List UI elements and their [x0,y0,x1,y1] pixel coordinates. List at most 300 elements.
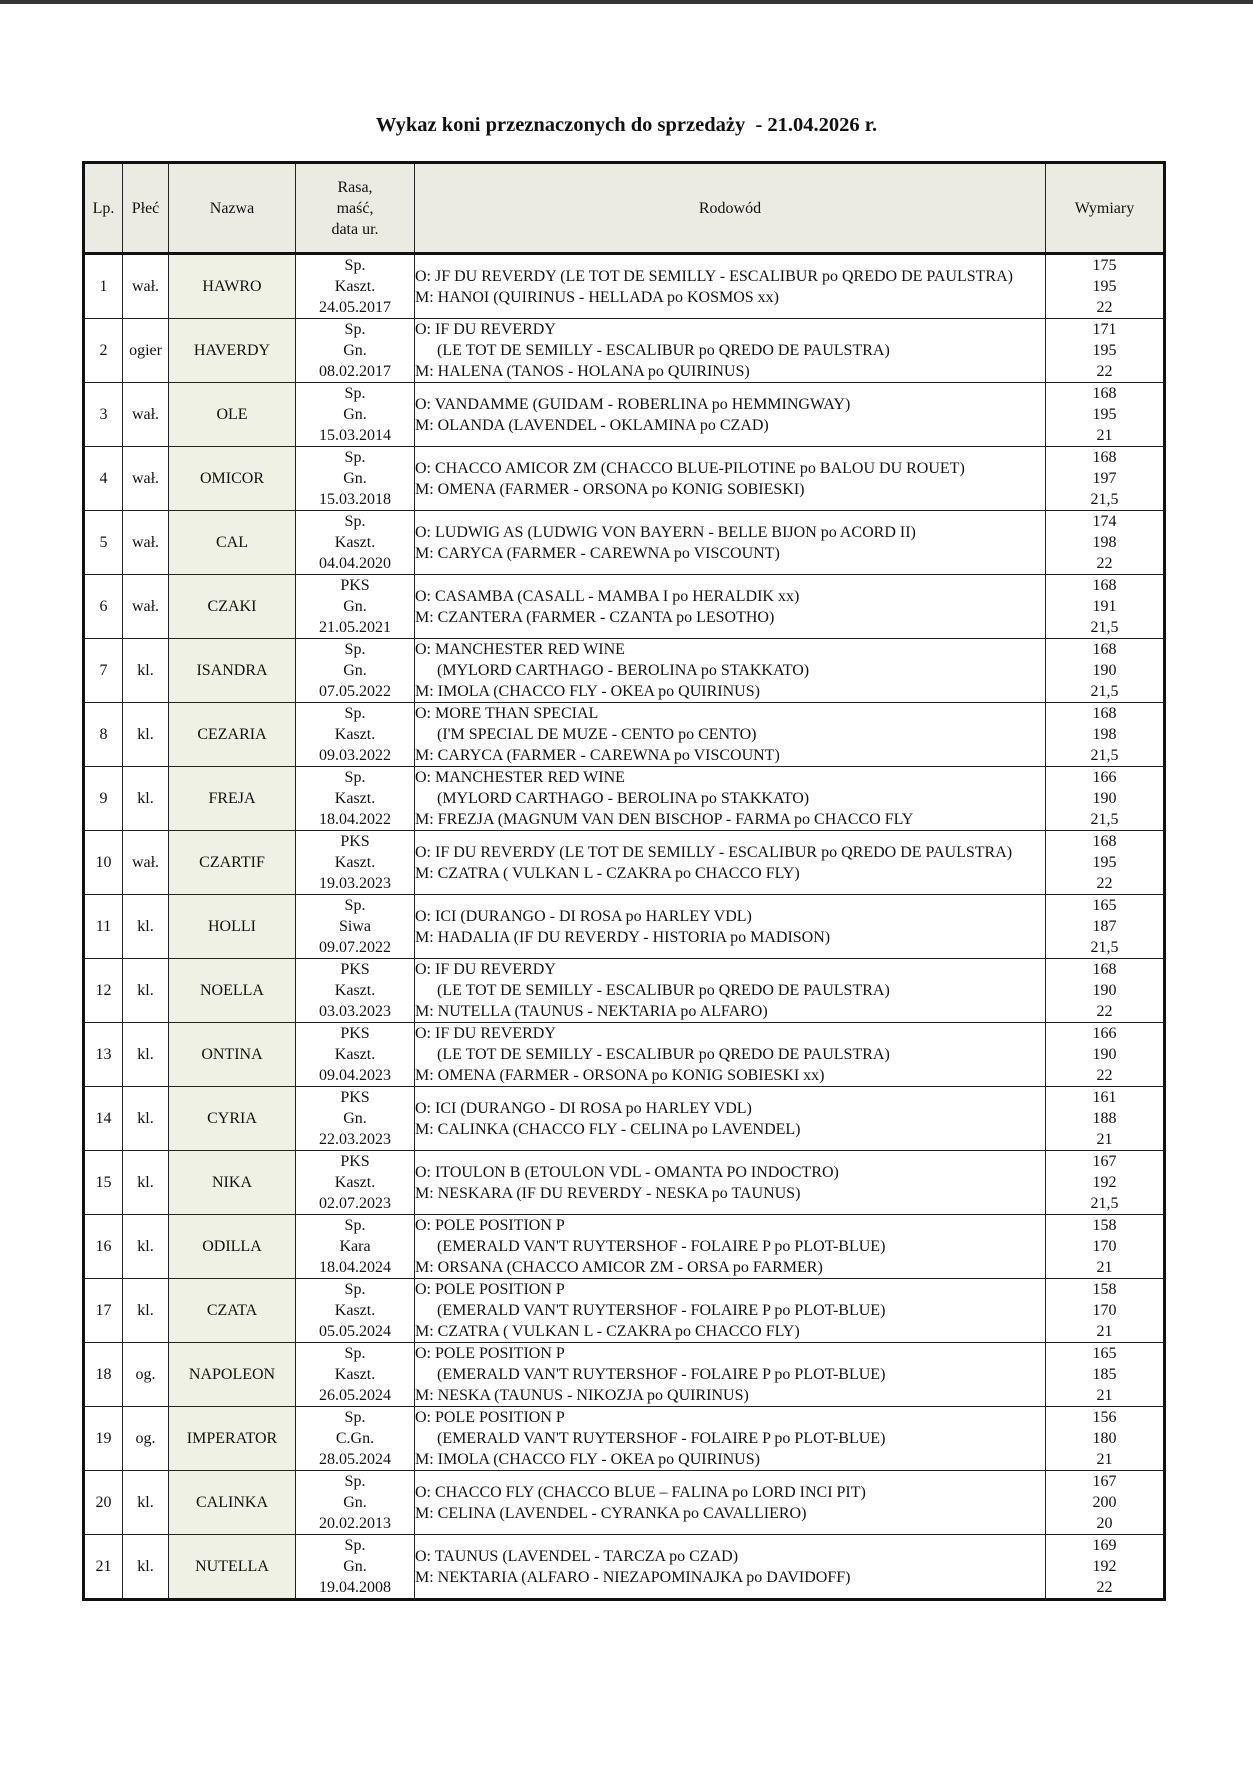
pedigree-sire-parents-line: (EMERALD VAN'T RUYTERSHOF - FOLAIRE P po PLOT-BLUE) [437,1238,886,1255]
pedigree-line: O: ICI (DURANGO - DI ROSA po HARLEY VDL) [415,907,752,925]
cannon-value: 22 [1096,1003,1113,1020]
cell-lp: 21 [84,1535,123,1600]
header-dimensions: Wymiary [1046,163,1165,254]
cell-pedigree [415,1279,1046,1343]
cell-breed-color-birthdate [296,575,415,639]
pedigree-sire-parents-line: (EMERALD VAN'T RUYTERSHOF - FOLAIRE P po PLOT-BLUE) [437,1302,886,1319]
table-row [84,447,1165,511]
breed-line: PKS [340,833,370,850]
cell-breed-color-birthdate [296,1471,415,1535]
table-row [84,831,1165,895]
breed-line: Sp. [344,1473,366,1490]
table-row [84,959,1165,1023]
cell-horse-name: ISANDRA [169,639,296,703]
cell-pedigree [415,703,1046,767]
cell-horse-name: CZATA [169,1279,296,1343]
pedigree-line: M: NUTELLA (TAUNUS - NEKTARIA po ALFARO) [415,1003,768,1020]
cell-lp: 9 [84,767,123,831]
cell-horse-name: FREJA [169,767,296,831]
pedigree-line: O: LUDWIG AS (LUDWIG VON BAYERN - BELLE BIJON po ACORD II) [415,523,916,541]
height-value: 168 [1092,577,1117,594]
cell-pedigree [415,831,1046,895]
color-line: Siwa [339,918,371,935]
header-sex: Płeć [123,163,169,254]
color-line: Kaszt. [334,854,376,871]
pedigree-line: M: CZANTERA (FARMER - CZANTA po LESOTHO) [415,608,775,626]
table-row [84,1471,1165,1535]
pedigree-line: M: CZATRA ( VULKAN L - CZAKRA po CHACCO FLY) [415,864,800,882]
cell-breed-color-birthdate [296,959,415,1023]
pedigree-line: O: POLE POSITION P [415,1281,565,1298]
cell-breed-color-birthdate [296,1407,415,1471]
girth-value: 197 [1092,470,1117,487]
cell-pedigree [415,1087,1046,1151]
pedigree-line: M: HALENA (TANOS - HOLANA po QUIRINUS) [415,363,750,380]
color-line: Gn. [343,470,367,487]
breed-line: Sp. [344,769,366,786]
height-value: 166 [1092,1025,1117,1042]
pedigree-sire-parents-line: (MYLORD CARTHAGO - BEROLINA po STAKKATO) [437,790,810,807]
cell-horse-name: ODILLA [169,1215,296,1279]
girth-value: 190 [1092,1046,1117,1063]
cell-dimensions [1046,831,1165,895]
girth-value: 192 [1092,1174,1117,1191]
pedigree-line: M: ORSANA (CHACCO AMICOR ZM - ORSA po FARMER) [415,1259,823,1276]
breed-line: PKS [340,961,370,978]
height-value: 175 [1092,257,1117,274]
cell-lp: 12 [84,959,123,1023]
girth-value: 170 [1092,1238,1117,1255]
pedigree-line: M: CARYCA (FARMER - CAREWNA po VISCOUNT) [415,544,780,562]
height-value: 169 [1092,1537,1117,1554]
height-value: 166 [1092,769,1117,786]
pedigree-line: O: TAUNUS (LAVENDEL - TARCZA po CZAD) [415,1547,739,1565]
girth-value: 192 [1092,1558,1117,1575]
cell-dimensions [1046,1407,1165,1471]
color-line: Gn. [343,1494,367,1511]
cell-sex: kl. [123,895,169,959]
girth-value: 170 [1092,1302,1117,1319]
table-row [84,1023,1165,1087]
breed-line: Sp. [344,897,366,914]
color-line: Kaszt. [334,1174,376,1191]
cell-pedigree [415,254,1046,319]
birthdate-line: 19.03.2023 [319,875,391,892]
height-value: 174 [1092,513,1117,530]
cell-horse-name: NUTELLA [169,1535,296,1600]
birthdate-line: 09.04.2023 [319,1067,391,1084]
pedigree-line: O: VANDAMME (GUIDAM - ROBERLINA po HEMMINGWAY) [415,395,851,413]
color-line: Kaszt. [334,1366,376,1383]
pedigree-line: O: MORE THAN SPECIAL [415,705,599,722]
height-value: 158 [1092,1217,1117,1234]
cannon-value: 22 [1096,875,1113,892]
cannon-value: 22 [1096,1067,1113,1084]
color-line: Kaszt. [334,278,376,295]
height-value: 167 [1092,1473,1117,1490]
cell-lp: 16 [84,1215,123,1279]
birthdate-line: 24.05.2017 [319,299,391,316]
cell-breed-color-birthdate [296,831,415,895]
birthdate-line: 05.05.2024 [319,1323,391,1340]
breed-line: PKS [340,1025,370,1042]
cell-pedigree [415,959,1046,1023]
color-line: C.Gn. [335,1430,375,1447]
cell-sex: kl. [123,959,169,1023]
pedigree-line: M: IMOLA (CHACCO FLY - OKEA po QUIRINUS) [415,1451,760,1468]
color-line: Kaszt. [334,1302,376,1319]
cell-pedigree [415,447,1046,511]
girth-value: 195 [1092,854,1117,871]
height-value: 168 [1092,833,1117,850]
pedigree-line: M: OLANDA (LAVENDEL - OKLAMINA po CZAD) [415,416,769,434]
color-line: Kaszt. [334,982,376,999]
cell-sex: kl. [123,703,169,767]
cell-sex: kl. [123,1215,169,1279]
cell-sex: kl. [123,1087,169,1151]
breed-line: Sp. [344,1537,366,1554]
pedigree-line: M: OMENA (FARMER - ORSONA po KONIG SOBIESKI xx) [415,1067,825,1084]
height-value: 168 [1092,449,1117,466]
cell-sex: wał. [123,831,169,895]
cell-pedigree [415,1343,1046,1407]
cell-sex: wał. [123,575,169,639]
cell-sex: kl. [123,767,169,831]
horses-for-sale-table [82,161,1166,1601]
height-value: 161 [1092,1089,1117,1106]
cannon-value: 22 [1096,363,1113,380]
header-pedigree: Rodowód [415,163,1046,254]
height-value: 167 [1092,1153,1117,1170]
table-row [84,895,1165,959]
birthdate-line: 20.02.2013 [319,1515,391,1532]
cannon-value: 21,5 [1090,1195,1119,1212]
cell-breed-color-birthdate [296,1535,415,1600]
cell-dimensions [1046,1151,1165,1215]
header-breed-color-birthdate [296,163,415,254]
cell-horse-name: HAVERDY [169,319,296,383]
header-name: Nazwa [169,163,296,254]
birthdate-line: 03.03.2023 [319,1003,391,1020]
cell-pedigree [415,639,1046,703]
pedigree-sire-parents-line: (EMERALD VAN'T RUYTERSHOF - FOLAIRE P po PLOT-BLUE) [437,1430,886,1447]
pedigree-sire-parents-line: (LE TOT DE SEMILLY - ESCALIBUR po QREDO DE PAULSTRA) [437,1046,890,1063]
breed-line: PKS [340,1089,370,1106]
cell-lp: 2 [84,319,123,383]
cell-dimensions [1046,703,1165,767]
color-line: Gn. [343,342,367,359]
cannon-value: 21 [1096,1259,1113,1276]
pedigree-line: O: JF DU REVERDY (LE TOT DE SEMILLY - ESCALIBUR po QREDO DE PAULSTRA) [415,267,1013,285]
cell-breed-color-birthdate [296,639,415,703]
cell-lp: 19 [84,1407,123,1471]
cell-breed-color-birthdate [296,319,415,383]
cell-pedigree [415,575,1046,639]
table-row [84,1535,1165,1600]
cell-horse-name: OMICOR [169,447,296,511]
cell-breed-color-birthdate [296,767,415,831]
breed-line: Sp. [344,513,366,530]
color-line: Kaszt. [334,790,376,807]
color-line: Kaszt. [334,534,376,551]
cell-dimensions [1046,1279,1165,1343]
pedigree-line: M: NEKTARIA (ALFARO - NIEZAPOMINAJKA po DAVIDOFF) [415,1568,851,1586]
cell-dimensions [1046,1023,1165,1087]
table-row [84,575,1165,639]
height-value: 168 [1092,705,1117,722]
cell-horse-name: CEZARIA [169,703,296,767]
birthdate-line: 26.05.2024 [319,1387,391,1404]
girth-value: 188 [1092,1110,1117,1127]
cell-breed-color-birthdate [296,1215,415,1279]
cannon-value: 20 [1096,1515,1113,1532]
girth-value: 190 [1092,790,1117,807]
cell-horse-name: HAWRO [169,254,296,319]
cell-breed-color-birthdate [296,1279,415,1343]
cell-pedigree [415,1023,1046,1087]
cell-sex: kl. [123,639,169,703]
cell-breed-color-birthdate [296,511,415,575]
table-row [84,1087,1165,1151]
pedigree-line: M: CALINKA (CHACCO FLY - CELINA po LAVENDEL) [415,1120,801,1138]
cell-horse-name: CZARTIF [169,831,296,895]
height-value: 158 [1092,1281,1117,1298]
window-top-bar [0,0,1253,4]
girth-value: 200 [1092,1494,1117,1511]
table-body [84,254,1165,1600]
girth-value: 195 [1092,342,1117,359]
cell-sex: wał. [123,447,169,511]
pedigree-line: O: CHACCO AMICOR ZM (CHACCO BLUE-PILOTINE po BALOU DU ROUET) [415,459,965,477]
color-line: Kara [339,1238,371,1255]
pedigree-line: O: IF DU REVERDY [415,321,556,338]
color-line: Gn. [343,598,367,615]
pedigree-line: O: MANCHESTER RED WINE [415,769,625,786]
girth-value: 198 [1092,534,1117,551]
birthdate-line: 22.03.2023 [319,1131,391,1148]
table-row [84,639,1165,703]
cell-horse-name: CYRIA [169,1087,296,1151]
table-header-row [84,163,1165,254]
cell-sex: kl. [123,1023,169,1087]
pedigree-line: M: HANOI (QUIRINUS - HELLADA po KOSMOS xx) [415,288,779,306]
birthdate-line: 09.07.2022 [319,939,391,956]
document-title: Wykaz koni przeznaczonych do sprzedaży - 21.04.2026 r. [375,114,878,136]
breed-line: Sp. [344,1345,366,1362]
cell-dimensions [1046,959,1165,1023]
color-line: Gn. [343,1110,367,1127]
cell-horse-name: NAPOLEON [169,1343,296,1407]
cannon-value: 21 [1096,1451,1113,1468]
cell-lp: 11 [84,895,123,959]
cell-pedigree [415,895,1046,959]
table-row [84,767,1165,831]
girth-value: 195 [1092,406,1117,423]
table-row [84,511,1165,575]
cell-lp: 7 [84,639,123,703]
pedigree-line: O: ICI (DURANGO - DI ROSA po HARLEY VDL) [415,1099,752,1117]
header-color-line: maść, [336,199,374,217]
girth-value: 185 [1092,1366,1117,1383]
cell-dimensions [1046,511,1165,575]
cannon-value: 21,5 [1090,811,1119,828]
pedigree-line: O: CHACCO FLY (CHACCO BLUE – FALINA po LORD INCI PIT) [415,1483,866,1501]
cell-sex: wał. [123,511,169,575]
cell-lp: 14 [84,1087,123,1151]
height-value: 168 [1092,385,1117,402]
birthdate-line: 15.03.2014 [319,427,391,444]
breed-line: Sp. [344,1409,366,1426]
height-value: 168 [1092,961,1117,978]
breed-line: Sp. [344,1217,366,1234]
color-line: Gn. [343,406,367,423]
pedigree-line: O: POLE POSITION P [415,1345,565,1362]
cell-breed-color-birthdate [296,895,415,959]
pedigree-line: O: MANCHESTER RED WINE [415,641,625,658]
cell-pedigree [415,1151,1046,1215]
pedigree-line: M: HADALIA (IF DU REVERDY - HISTORIA po MADISON) [415,928,831,946]
pedigree-line: O: IF DU REVERDY [415,1025,556,1042]
girth-value: 191 [1092,598,1117,615]
pedigree-line: M: CZATRA ( VULKAN L - CZAKRA po CHACCO FLY) [415,1323,800,1340]
cell-dimensions [1046,254,1165,319]
birthdate-line: 15.03.2018 [319,491,391,508]
height-value: 171 [1092,321,1117,338]
table-row [84,1215,1165,1279]
cell-dimensions [1046,1215,1165,1279]
cell-lp: 13 [84,1023,123,1087]
cannon-value: 21 [1096,1131,1113,1148]
cell-lp: 17 [84,1279,123,1343]
cell-dimensions [1046,447,1165,511]
cell-dimensions [1046,895,1165,959]
birthdate-line: 09.03.2022 [319,747,391,764]
cannon-value: 21 [1096,1323,1113,1340]
cannon-value: 22 [1096,1579,1113,1596]
birthdate-line: 07.05.2022 [319,683,391,700]
pedigree-sire-parents-line: (LE TOT DE SEMILLY - ESCALIBUR po QREDO DE PAULSTRA) [437,342,890,359]
cell-horse-name: OLE [169,383,296,447]
breed-line: Sp. [344,449,366,466]
girth-value: 180 [1092,1430,1117,1447]
cannon-value: 21,5 [1090,683,1119,700]
cell-dimensions [1046,575,1165,639]
table-row [84,1151,1165,1215]
cell-lp: 18 [84,1343,123,1407]
cell-pedigree [415,1471,1046,1535]
cell-dimensions [1046,1087,1165,1151]
cell-breed-color-birthdate [296,1087,415,1151]
cell-horse-name: CAL [169,511,296,575]
cell-horse-name: HOLLI [169,895,296,959]
color-line: Kaszt. [334,726,376,743]
pedigree-line: O: IF DU REVERDY [415,961,556,978]
cell-lp: 5 [84,511,123,575]
breed-line: Sp. [344,385,366,402]
cell-sex: kl. [123,1279,169,1343]
girth-value: 195 [1092,278,1117,295]
table-row [84,1407,1165,1471]
pedigree-line: M: FREZJA (MAGNUM VAN DEN BISCHOP - FARMA po CHACCO FLY [415,811,914,828]
cell-lp: 15 [84,1151,123,1215]
cell-breed-color-birthdate [296,254,415,319]
pedigree-line: M: CARYCA (FARMER - CAREWNA po VISCOUNT) [415,747,780,764]
height-value: 156 [1092,1409,1117,1426]
breed-line: PKS [340,1153,370,1170]
cell-horse-name: IMPERATOR [169,1407,296,1471]
cell-sex: kl. [123,1151,169,1215]
girth-value: 190 [1092,982,1117,999]
cell-lp: 20 [84,1471,123,1535]
cell-horse-name: NIKA [169,1151,296,1215]
cell-sex: kl. [123,1471,169,1535]
height-value: 165 [1092,897,1117,914]
cell-sex: kl. [123,1535,169,1600]
cell-dimensions [1046,767,1165,831]
pedigree-sire-parents-line: (LE TOT DE SEMILLY - ESCALIBUR po QREDO DE PAULSTRA) [437,982,890,999]
height-value: 165 [1092,1345,1117,1362]
cell-dimensions [1046,1471,1165,1535]
cell-pedigree [415,383,1046,447]
cell-pedigree [415,1215,1046,1279]
pedigree-line: M: NESKARA (IF DU REVERDY - NESKA po TAUNUS) [415,1184,801,1202]
cell-dimensions [1046,383,1165,447]
cannon-value: 21,5 [1090,747,1119,764]
pedigree-line: O: CASAMBA (CASALL - MAMBA I po HERALDIK xx) [415,587,800,605]
cannon-value: 21,5 [1090,491,1119,508]
birthdate-line: 18.04.2024 [319,1259,391,1276]
cannon-value: 22 [1096,555,1113,572]
table-row [84,1343,1165,1407]
cell-pedigree [415,511,1046,575]
cell-pedigree [415,767,1046,831]
pedigree-sire-parents-line: (EMERALD VAN'T RUYTERSHOF - FOLAIRE P po PLOT-BLUE) [437,1366,886,1383]
pedigree-line: M: IMOLA (CHACCO FLY - OKEA po QUIRINUS) [415,683,760,700]
table-row [84,319,1165,383]
breed-line: PKS [340,577,370,594]
cell-lp: 8 [84,703,123,767]
pedigree-line: O: POLE POSITION P [415,1217,565,1234]
breed-line: Sp. [344,1281,366,1298]
breed-line: Sp. [344,321,366,338]
pedigree-sire-parents-line: (MYLORD CARTHAGO - BEROLINA po STAKKATO) [437,662,810,679]
cell-lp: 3 [84,383,123,447]
pedigree-line: M: CELINA (LAVENDEL - CYRANKA po CAVALLIERO) [415,1504,807,1522]
table-row [84,703,1165,767]
cell-dimensions [1046,639,1165,703]
cell-sex: wał. [123,383,169,447]
pedigree-line: M: OMENA (FARMER - ORSONA po KONIG SOBIESKI) [415,480,805,498]
girth-value: 198 [1092,726,1117,743]
header-birthdate-line: data ur. [331,220,379,238]
pedigree-line: O: POLE POSITION P [415,1409,565,1426]
cell-breed-color-birthdate [296,1023,415,1087]
table-row [84,1279,1165,1343]
pedigree-line: M: NESKA (TAUNUS - NIKOZJA po QUIRINUS) [415,1387,749,1404]
height-value: 168 [1092,641,1117,658]
cell-pedigree [415,1407,1046,1471]
breed-line: Sp. [344,257,366,274]
cell-pedigree [415,1535,1046,1600]
pedigree-line: O: IF DU REVERDY (LE TOT DE SEMILLY - ESCALIBUR po QREDO DE PAULSTRA) [415,843,1013,861]
girth-value: 190 [1092,662,1117,679]
birthdate-line: 19.04.2008 [319,1579,391,1596]
cell-horse-name: CZAKI [169,575,296,639]
cannon-value: 22 [1096,299,1113,316]
cell-lp: 4 [84,447,123,511]
cell-breed-color-birthdate [296,1151,415,1215]
birthdate-line: 21.05.2021 [319,619,391,636]
